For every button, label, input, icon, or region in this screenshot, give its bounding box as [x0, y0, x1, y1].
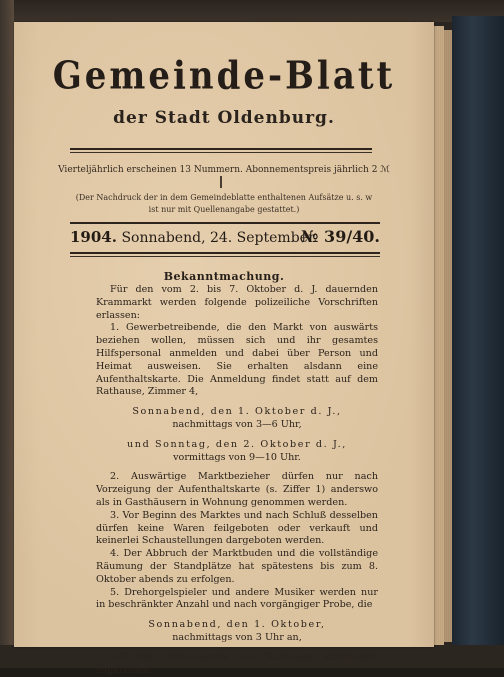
- issue-year: 1904.: [70, 228, 117, 246]
- newspaper-page: [14, 22, 434, 676]
- article-item-1: 1. Gewerbetreibende, die den Markt von auswärts beziehen wollen, müssen sich und ihr gesamtes Hilfspersonal anmelden und dabei über Person und Heimat ausweisen. Sie erhalten alsdann eine Aufenthaltskarte. Die Anmeldung findet statt auf dem Rathause, Zimmer 4,: [96, 322, 378, 398]
- issue-date: Sonnabend, 24. September.: [121, 230, 318, 246]
- subscription-info: Vierteljährlich erscheinen 13 Nummern. Abonnementspreis jährlich 2 ℳ: [58, 165, 390, 175]
- dateline-rule-thin: [70, 256, 380, 257]
- masthead-subtitle: der Stadt Oldenburg.: [113, 108, 335, 128]
- issue-dateline: [70, 227, 380, 246]
- article-item-2: 2. Auswärtige Marktbezieher dürfen nur nach Vorzeigung der Aufenthaltskarte (s. Ziffer 1) anderswo als in Gasthäusern in Wohnung genommen werden.: [96, 471, 378, 508]
- page-edges: [444, 30, 452, 642]
- issue-number: № 39/40.: [301, 227, 380, 246]
- article-item-5: 5. Drehorgelspieler und andere Musiker werden nur in beschränkter Anzahl und nach vorgängiger Probe, die: [96, 586, 378, 611]
- article-intro: Für den vom 2. bis 7. Oktober d. J. dauernden Krammarkt werden folgende polizeiliche Vorschriften erlassen:: [96, 284, 378, 321]
- masthead-title: Gemeinde-Blatt: [52, 53, 396, 99]
- article-item-4: 4. Der Abbruch der Marktbuden und die vollständige Räumung der Standplätze hat spätestens bis zum 8. Oktober abends zu erfolgen.: [96, 548, 378, 585]
- article-heading: Bekanntmachung.: [163, 270, 285, 283]
- article-item-3: 3. Vor Beginn des Marktes und nach Schluß desselben dürfen keine Waren feilgeboten oder verkauft und keinerlei Schaustellungen dargeboten werden.: [96, 509, 378, 547]
- registration-date-1: Sonnabend, den 1. Oktober d. J.,: [132, 406, 342, 418]
- masthead-rule: [70, 148, 372, 150]
- article-body: [96, 284, 378, 677]
- book-gutter: [0, 0, 14, 668]
- ink-mark: [220, 176, 222, 188]
- masthead-rule-thin: [70, 152, 372, 153]
- registration-time-1: nachmittags von 3—6 Uhr,: [172, 418, 302, 430]
- probe-date: Sonnabend, den 1. Oktober,: [148, 619, 326, 631]
- reprint-notice: [14, 192, 434, 216]
- book-cover-edge: [452, 16, 504, 656]
- page-content: [14, 22, 434, 676]
- article-closing: auf der Polizeiwache im Rathause stattfindet, zugelassen.: [96, 651, 378, 676]
- reprint-notice-line2: ist nur mit Quellenangabe gestattet.): [148, 205, 300, 214]
- page-edges-inner: [434, 26, 444, 646]
- registration-date-2: und Sonntag, den 2. Oktober d. J.,: [127, 438, 347, 450]
- dateline-rule-bottom: [70, 252, 380, 254]
- reprint-notice-line1: (Der Nachdruck der in dem Gemeindeblatte enthaltenen Aufsätze u. s. w: [75, 193, 373, 202]
- book-cover-top: [0, 0, 504, 22]
- dateline-rule-top: [70, 222, 380, 224]
- registration-time-2: vormittags von 9—10 Uhr.: [173, 451, 301, 463]
- probe-time: nachmittags von 3 Uhr an,: [172, 631, 302, 643]
